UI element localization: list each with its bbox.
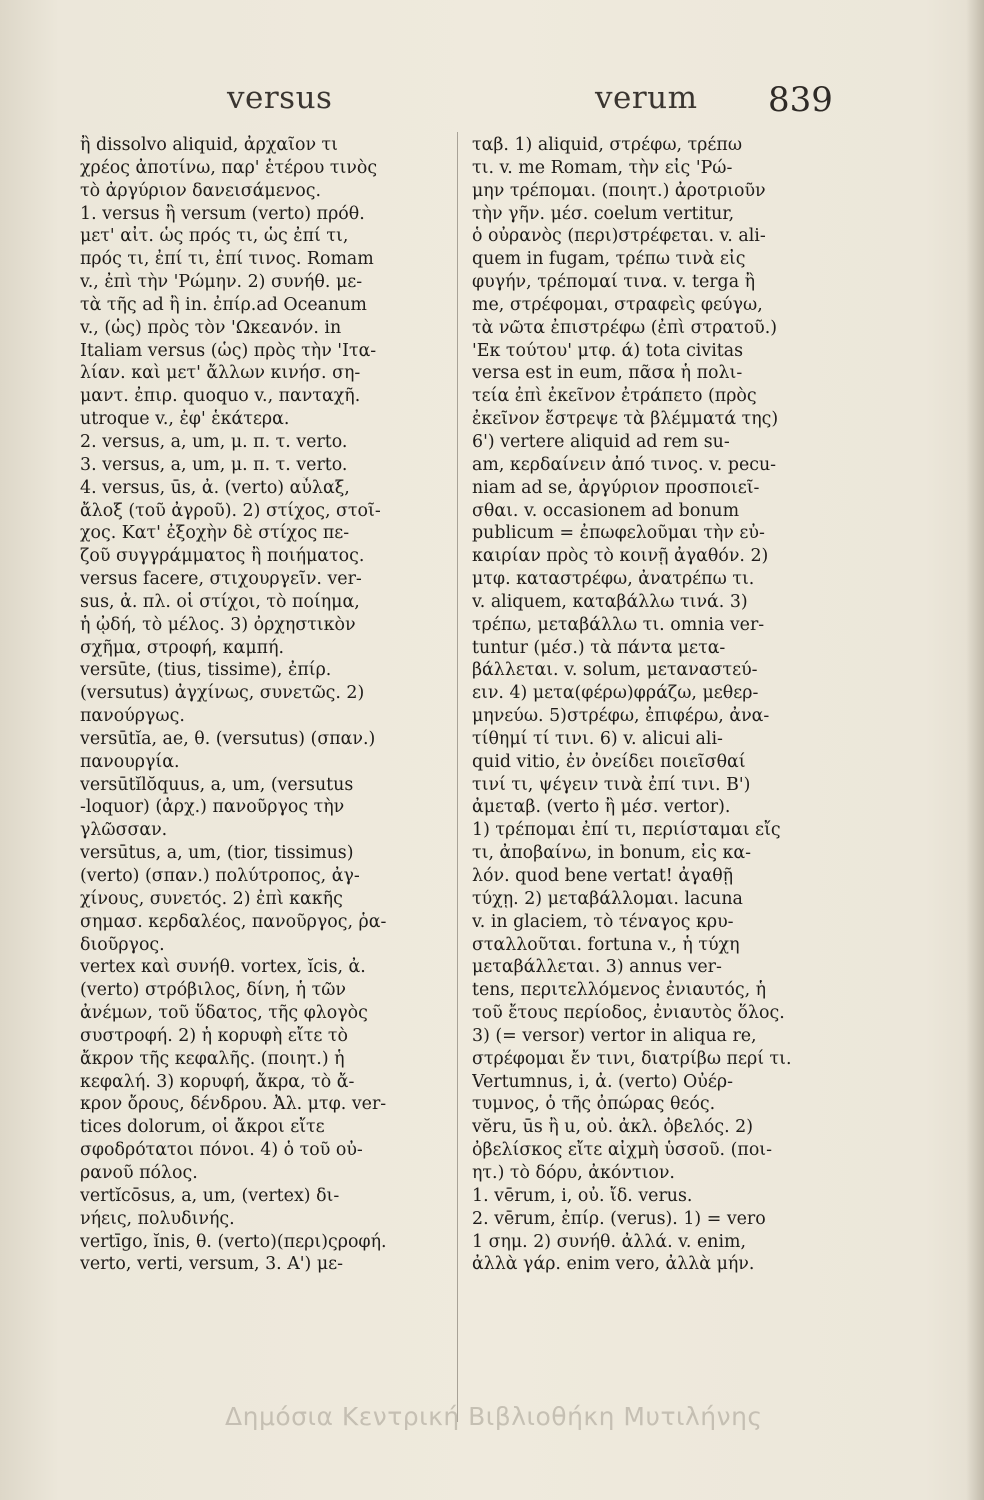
right-column-line: 6') vertere aliquid ad rem su- xyxy=(472,431,730,452)
right-column-line: τρέπω, μεταβάλλω τι. omnia ver- xyxy=(472,614,765,635)
left-column-line: σημασ. κερδαλέος, πανοῦργος, ῥα- xyxy=(80,911,387,932)
left-column-line: χίνους, συνετός. 2) ἐπὶ κακῆς xyxy=(80,888,343,909)
left-column-line: λίαν. καὶ μετ' ἄλλων κινήσ. ση- xyxy=(80,363,361,384)
left-column xyxy=(80,134,450,1276)
right-column-line: quid vitio, ἐν ὀνείδει ποιεῖσθαί xyxy=(472,751,746,772)
left-column-line: ἀνέμων, τοῦ ὕδατος, τῆς φλογὸς xyxy=(80,1003,368,1024)
right-column-line: βάλλεται. v. solum, μεταναστεύ- xyxy=(472,660,758,681)
library-watermark: Δημόσια Κεντρική Βιβλιοθήκη Μυτιλήνης xyxy=(225,1402,763,1431)
right-column-line: σταλλοῦται. fortuna v., ἡ τύχη xyxy=(472,934,740,955)
right-column-line: τύχῃ. 2) μεταβάλλομαι. lacuna xyxy=(472,888,743,909)
left-column-line: 2. versus, a, um, μ. π. τ. verto. xyxy=(80,431,348,452)
left-column-line: sus, ἀ. πλ. οἱ στίχοι, τὸ ποίημα, xyxy=(80,591,360,612)
left-column-line: v., ἐπὶ τὴν 'Ρώμην. 2) συνήθ. με- xyxy=(80,272,363,293)
left-running-head: versus xyxy=(227,80,333,116)
left-column-line: γλῶσσαν. xyxy=(80,820,168,841)
left-column-line: χρέος ἀποτίνω, παρ' ἑτέρου τινὸς xyxy=(80,157,378,178)
left-column-line: τὸ ἀργύριον δανεισάμενος. xyxy=(80,180,322,201)
left-column-line: (verto) στρόβιλος, δίνη, ἡ τῶν xyxy=(80,980,346,1001)
right-column-line: vĕru, ūs ἢ u, οὐ. ἀκλ. ὀβελός. 2) xyxy=(472,1117,754,1138)
left-column-line: συστροφή. 2) ἡ κορυφὴ εἴτε τὸ xyxy=(80,1025,348,1046)
right-column-line: me, στρέφομαι, στραφεὶς φεύγω, xyxy=(472,294,763,315)
left-column-line: vertex καὶ συνήθ. vortex, ĭcis, ἀ. xyxy=(80,957,366,978)
right-column-line: καιρίαν πρὸς τὸ κοινῇ ἀγαθόν. 2) xyxy=(472,546,769,567)
right-column-line: φυγήν, τρέπομαί τινα. v. terga ἢ xyxy=(472,272,756,293)
right-column-line: μεταβάλλεται. 3) annus ver- xyxy=(472,957,722,978)
left-column-line: ἄκρον τῆς κεφαλῆς. (ποιητ.) ἡ xyxy=(80,1048,345,1069)
right-column-line: quem in fugam, τρέπω τινὰ εἰς xyxy=(472,249,746,270)
right-column-line: 'Εκ τούτου' μτφ. ά) tota civitas xyxy=(472,340,744,361)
right-column-line: τι. v. me Romam, τὴν εἰς 'Ρώ- xyxy=(472,157,733,178)
right-column-line: 1) τρέπομαι ἐπί τι, περιίσταμαι εἴς xyxy=(472,820,781,841)
right-column-line: τι, ἀποβαίνω, in bonum, εἰς κα- xyxy=(472,843,751,864)
right-column-line: 1. vērum, i, οὐ. ἴδ. verus. xyxy=(472,1185,693,1206)
right-column-line: μτφ. καταστρέφω, ἀνατρέπω τι. xyxy=(472,569,755,590)
left-column-line: ἢ dissolvo aliquid, ἀρχαῖον τι xyxy=(80,135,338,155)
column-divider xyxy=(457,132,458,1422)
left-column-line: χος. Κατ' ἐξοχὴν δὲ στίχος πε- xyxy=(80,523,350,544)
right-column-line: σθαι. v. occasionem ad bonum xyxy=(472,500,740,521)
left-column-line: μετ' αἰτ. ὡς πρός τι, ὡς ἐπί τι, xyxy=(80,226,349,247)
left-column-line: verto, verti, versum, 3. Α') με- xyxy=(80,1254,344,1275)
right-column-line: ἀλλὰ γάρ. enim vero, ἀλλὰ μήν. xyxy=(472,1254,755,1275)
left-column-line: πανούργως. xyxy=(80,706,185,727)
left-column-line: σχῆμα, στροφή, καμπή. xyxy=(80,637,285,658)
left-column-line: versūtĭlŏquus, a, um, (versutus xyxy=(80,774,354,795)
left-column-line: πρός τι, ἐπί τι, ἐπί τινος. Romam xyxy=(80,249,374,270)
left-column-line: σφοδρότατοι πόνοι. 4) ὁ τοῦ οὐ- xyxy=(80,1140,363,1161)
right-column-line: τὴν γῆν. μέσ. coelum vertitur, xyxy=(472,203,735,224)
right-column-line: ὁ οὐρανὸς (περι)στρέφεται. v. ali- xyxy=(472,226,766,247)
left-column-line: 3. versus, a, um, μ. π. τ. verto. xyxy=(80,454,348,475)
right-column-line: v. aliquem, καταβάλλω τινά. 3) xyxy=(472,591,748,612)
right-column-line: v. in glaciem, τὸ τέναγος κρυ- xyxy=(472,911,734,932)
right-column-line: τοῦ ἔτους περίοδος, ἐνιαυτὸς ὅλος. xyxy=(472,1003,785,1024)
left-column-line: (versutus) ἀγχίνως, συνετῶς. 2) xyxy=(80,683,365,704)
left-column-line: vertīgo, ĭnis, θ. (verto)(περι)ςροφή. xyxy=(80,1231,387,1252)
right-column-line: λόν. quod bene vertat! ἀγαθῇ xyxy=(472,866,734,886)
right-column-line: μην τρέπομαι. (ποιητ.) ἀροτριοῦν xyxy=(472,180,766,201)
right-running-head: verum xyxy=(595,80,698,116)
page-number: 839 xyxy=(768,80,833,120)
left-column-line: τὰ τῆς ad ἢ in. ἐπίρ.ad Oceanum xyxy=(80,294,367,315)
left-column-line: vertĭcōsus, a, um, (vertex) δι- xyxy=(80,1185,340,1206)
right-column-line: ὀβελίσκος εἴτε αἰχμὴ ὑσσοῦ. (ποι- xyxy=(472,1140,772,1161)
left-column-line: (verto) (σπαν.) πολύτροπος, ἀγ- xyxy=(80,866,360,886)
left-column-line: πανουργία. xyxy=(80,751,180,772)
left-column-line: 4. versus, ūs, ἀ. (verto) αὖλαξ, xyxy=(80,477,350,498)
right-column-line: μηνεύω. 5)στρέφω, ἐπιφέρω, ἀνα- xyxy=(472,706,770,727)
right-column-line: ητ.) τὸ δόρυ, ἀκόντιον. xyxy=(472,1162,675,1183)
right-column-line: publicum = ἐπωφελοῦμαι τὴν εὐ- xyxy=(472,523,765,544)
left-column-line: ἡ ᾠδή, τὸ μέλος. 3) ὀρχηστικὸν xyxy=(80,614,356,635)
left-column-line: ἄλοξ (τοῦ ἀγροῦ). 2) στίχος, στοῖ- xyxy=(80,500,381,521)
left-column-line: -loquor) (ἀρχ.) πανοῦργος τὴν xyxy=(80,797,345,818)
right-column-line: ειν. 4) μετα(φέρω)φράζω, μεθερ- xyxy=(472,683,759,704)
left-column-line: κρον ὄρους, δένδρου. Ἀλ. μτφ. ver- xyxy=(80,1094,387,1115)
left-column-line: versus facere, στιχουργεῖν. ver- xyxy=(80,569,362,590)
left-column-line: κεφαλή. 3) κορυφή, ἄκρα, τὸ ἄ- xyxy=(80,1071,355,1092)
right-column-line: τίθημί τί τινι. 6) v. alicui ali- xyxy=(472,728,723,749)
right-column-line: τυμνος, ὁ τῆς ὀπώρας θεός. xyxy=(472,1094,716,1115)
right-column-line: 1 σημ. 2) συνήθ. ἀλλά. v. enim, xyxy=(472,1231,747,1252)
right-column-line: ἀμεταβ. (verto ἢ μέσ. vertor). xyxy=(472,797,731,818)
right-column-line: am, κερδαίνειν ἀπό τινος. v. pecu- xyxy=(472,454,777,475)
right-column-line: τινί τι, ψέγειν τινὰ ἐπί τινι. Β') xyxy=(472,774,751,795)
left-column-line: 1. versus ἢ versum (verto) πρόθ. xyxy=(80,203,365,224)
page-edge-shadow xyxy=(966,0,984,1500)
right-column-line: tens, περιτελλόμενος ἐνιαυτός, ἡ xyxy=(472,980,767,1001)
right-column-line: τεία ἐπὶ ἐκεῖνον ἐτράπετο (πρὸς xyxy=(472,386,757,407)
left-column-line: utroque v., ἐφ' ἑκάτερα. xyxy=(80,409,290,430)
left-column-line: tices dolorum, οἱ ἄκροι εἴτε xyxy=(80,1117,325,1138)
left-column-line: ρανοῦ πόλος. xyxy=(80,1162,198,1183)
right-column-line: tuntur (μέσ.) τὰ πάντα μετα- xyxy=(472,637,726,658)
right-column-line: ἐκεῖνον ἔστρεψε τὰ βλέμματά της) xyxy=(472,409,779,430)
right-column-line: niam ad se, ἀργύριον προσποιεῖ- xyxy=(472,477,760,498)
left-column-line: versūte, (tius, tissime), ἐπίρ. xyxy=(80,660,332,681)
right-column xyxy=(472,134,882,1276)
left-column-line: νήεις, πολυδινής. xyxy=(80,1208,235,1229)
right-column-line: ταβ. 1) aliquid, στρέφω, τρέπω xyxy=(472,135,743,155)
left-column-line: versūtĭa, ae, θ. (versutus) (σπαν.) xyxy=(80,728,376,749)
right-column-line: τὰ νῶτα ἐπιστρέφω (ἐπὶ στρατοῦ.) xyxy=(472,317,778,338)
left-column-line: Italiam versus (ὡς) πρὸς τὴν 'Ιτα- xyxy=(80,340,377,361)
left-column-line: μαντ. ἐπιρ. quoquo v., πανταχῆ. xyxy=(80,386,361,407)
right-column-line: 3) (= versor) vertor in aliqua re, xyxy=(472,1025,757,1046)
right-column-line: στρέφομαι ἔν τινι, διατρίβω περί τι. xyxy=(472,1048,792,1069)
left-column-line: ζοῦ συγγράμματος ἢ ποιήματος. xyxy=(80,546,365,567)
left-column-line: διοῦργος. xyxy=(80,934,165,955)
right-column-line: 2. vērum, ἐπίρ. (verus). 1) = vero xyxy=(472,1208,766,1229)
left-column-line: v., (ὡς) πρὸς τὸν 'Ωκεανόν. in xyxy=(80,317,342,338)
left-column-line: versūtus, a, um, (tior, tissimus) xyxy=(80,843,354,864)
right-column-line: Vertumnus, i, ἀ. (verto) Οὐέρ- xyxy=(472,1071,733,1092)
right-column-line: versa est in eum, πᾶσα ἡ πολι- xyxy=(472,363,743,384)
